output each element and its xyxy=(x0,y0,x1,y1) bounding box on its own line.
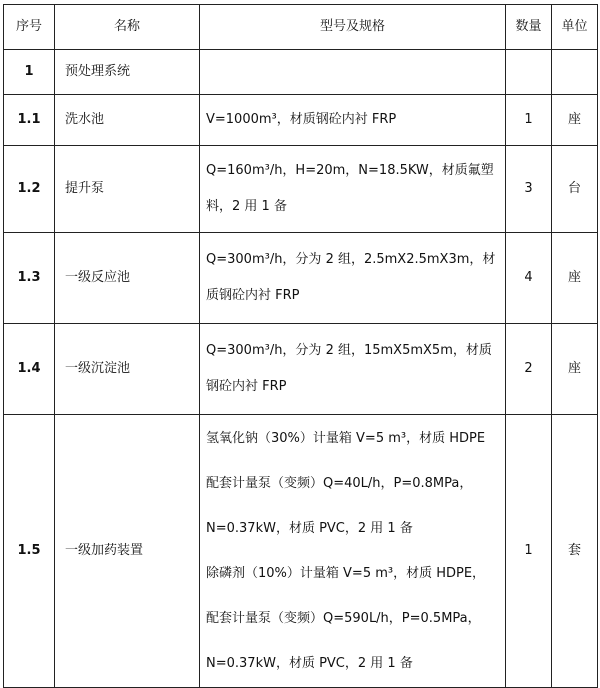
row-no: 1.2 xyxy=(4,146,55,233)
equipment-spec-table xyxy=(3,4,598,688)
row-no: 1.1 xyxy=(4,95,55,146)
row-no: 1.4 xyxy=(4,324,55,415)
spec-line: 料，2 用 1 备 xyxy=(206,199,287,214)
table-row xyxy=(4,50,598,95)
spec-line: N=0.37kW，材质 PVC，2 用 1 备 xyxy=(206,521,413,536)
spec-line: Q=160m³/h，H=20m，N=18.5KW，材质氟塑 xyxy=(206,163,494,178)
spec-line: V=1000m³，材质钢砼内衬 FRP xyxy=(206,111,397,127)
row-no: 1.5 xyxy=(4,415,55,688)
row-no: 1 xyxy=(4,50,55,95)
table-row xyxy=(4,146,598,233)
spec-line: Q=300m³/h，分为 2 组，15mX5mX5m，材质 xyxy=(206,343,492,358)
row-qty: 3 xyxy=(506,146,552,233)
row-unit xyxy=(552,50,598,95)
spec-line: 配套计量泵（变频）Q=590L/h，P=0.5MPa， xyxy=(206,611,481,626)
row-qty: 1 xyxy=(506,95,552,146)
row-unit: 套 xyxy=(552,415,598,688)
header-row xyxy=(4,5,598,50)
row-qty: 4 xyxy=(506,233,552,324)
spec-line: Q=300m³/h，分为 2 组，2.5mX2.5mX3m，材 xyxy=(206,252,496,267)
row-qty: 1 xyxy=(506,415,552,688)
row-spec xyxy=(200,50,506,95)
header-no: 序号 xyxy=(4,5,55,50)
row-unit: 座 xyxy=(552,95,598,146)
row-spec xyxy=(200,324,506,415)
header-unit: 单位 xyxy=(552,5,598,50)
spec-line: 除磷剂（10%）计量箱 V=5 m³，材质 HDPE， xyxy=(206,566,486,581)
row-spec xyxy=(200,415,506,688)
row-unit: 座 xyxy=(552,324,598,415)
spec-line: N=0.37kW，材质 PVC，2 用 1 备 xyxy=(206,656,413,671)
row-qty xyxy=(506,50,552,95)
table-row xyxy=(4,233,598,324)
row-qty: 2 xyxy=(506,324,552,415)
row-unit: 座 xyxy=(552,233,598,324)
table-row xyxy=(4,95,598,146)
row-name: 预处理系统 xyxy=(55,50,200,95)
row-name: 一级沉淀池 xyxy=(55,324,200,415)
row-name: 一级反应池 xyxy=(55,233,200,324)
spec-line: 氢氧化钠（30%）计量箱 V=5 m³，材质 HDPE xyxy=(206,431,486,446)
row-name: 洗水池 xyxy=(55,95,200,146)
row-spec xyxy=(200,95,506,146)
table-row xyxy=(4,415,598,688)
spec-line: 质钢砼内衬 FRP xyxy=(206,288,300,303)
spec-line: 配套计量泵（变频）Q=40L/h，P=0.8MPa， xyxy=(206,476,473,491)
header-name: 名称 xyxy=(55,5,200,50)
row-name: 提升泵 xyxy=(55,146,200,233)
table-row xyxy=(4,324,598,415)
spec-line: 钢砼内衬 FRP xyxy=(206,379,287,394)
row-spec xyxy=(200,146,506,233)
header-spec: 型号及规格 xyxy=(200,5,506,50)
row-unit: 台 xyxy=(552,146,598,233)
row-name: 一级加药装置 xyxy=(55,415,200,688)
header-qty: 数量 xyxy=(506,5,552,50)
row-no: 1.3 xyxy=(4,233,55,324)
row-spec xyxy=(200,233,506,324)
